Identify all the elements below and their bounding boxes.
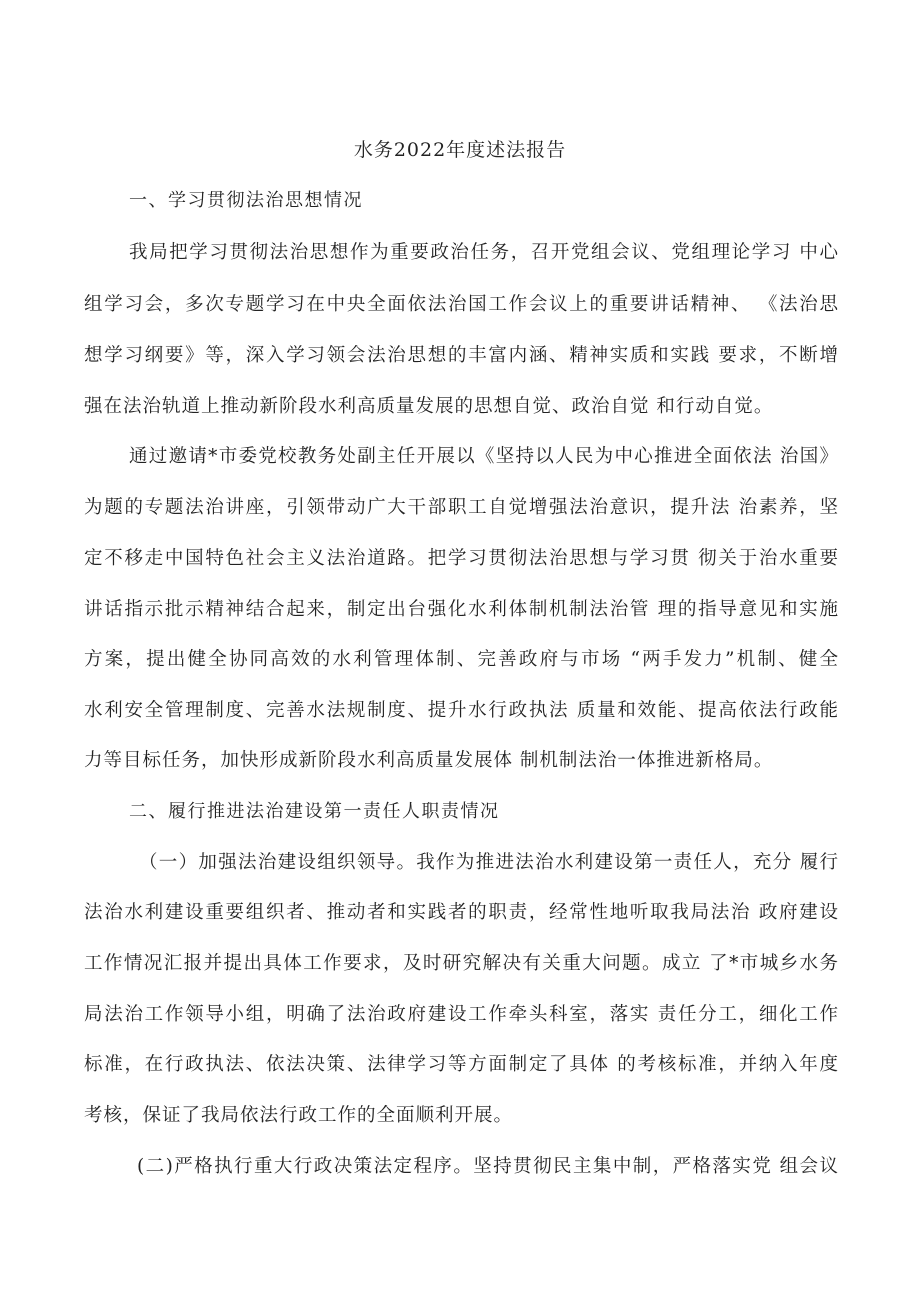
paragraph-3-line: 工作情况汇报并提出具体工作要求，及时研究解决有关重大问题。成立 了*市城乡水务 (84, 953, 838, 974)
paragraph-1-line: 组学习会，多次专题学习在中央全面依法治国工作会议上的重要讲话精神、 《法治思 (84, 294, 838, 315)
paragraph-3-line: （一）加强法治建设组织领导。我作为推进法治水利建设第一责任人，充分 履行 (139, 852, 838, 873)
paragraph-2-line: 方案，提出健全协同高效的水利管理体制、完善政府与市场 “两手发力”机制、健全 (84, 649, 838, 670)
paragraph-2-line: 力等目标任务，加快形成新阶段水利高质量发展体 制机制法治一体推进新格局。 (84, 750, 774, 771)
section-heading-2: 二、履行推进法治建设第一责任人职责情况 (129, 801, 500, 822)
paragraph-2-line: 讲话指示批示精神结合起来，制定出台强化水利体制机制法治管 理的指导意见和实施 (84, 599, 838, 620)
document-title: 水务2022年度述法报告 (353, 139, 567, 161)
paragraph-3-line: 考核，保证了我局依法行政工作的全面顺利开展。 (84, 1105, 514, 1126)
paragraph-2-line: 定不移走中国特色社会主义法治道路。把学习贯彻法治思想与学习贯 彻关于治水重要 (84, 548, 838, 569)
paragraph-1-line: 我局把学习贯彻法治思想作为重要政治任务，召开党组会议、党组理论学习 中心 (129, 242, 838, 263)
paragraph-4-line: (二)严格执行重大行政决策法定程序。坚持贯彻民主集中制，严格落实党 组会议 (137, 1156, 838, 1177)
paragraph-3-line: 法治水利建设重要组织者、推动者和实践者的职责，经常性地听取我局法治 政府建设 (84, 902, 838, 923)
paragraph-1-line: 想学习纲要》等，深入学习领会法治思想的丰富内涵、精神实质和实践 要求，不断增 (84, 345, 838, 366)
paragraph-3-line: 局法治工作领导小组，明确了法治政府建设工作牵头科室，落实 责任分工，细化工作 (84, 1004, 838, 1025)
paragraph-2-line: 为题的专题法治讲座，引领带动广大干部职工自觉增强法治意识，提升法 治素养，坚 (84, 497, 838, 518)
paragraph-1-line: 强在法治轨道上推动新阶段水利高质量发展的思想自觉、政治自觉 和行动自觉。 (84, 396, 774, 417)
section-heading-1: 一、学习贯彻法治思想情况 (129, 190, 363, 211)
paragraph-3-line: 标准，在行政执法、依法决策、法律学习等方面制定了具体 的考核标准，并纳入年度 (84, 1054, 838, 1075)
paragraph-2-line: 水利安全管理制度、完善水法规制度、提升水行政执法 质量和效能、提高依法行政能 (84, 700, 838, 721)
paragraph-2-line: 通过邀请*市委党校教务处副主任开展以《坚持以人民为中心推进全面依法 治国》 (129, 446, 838, 467)
